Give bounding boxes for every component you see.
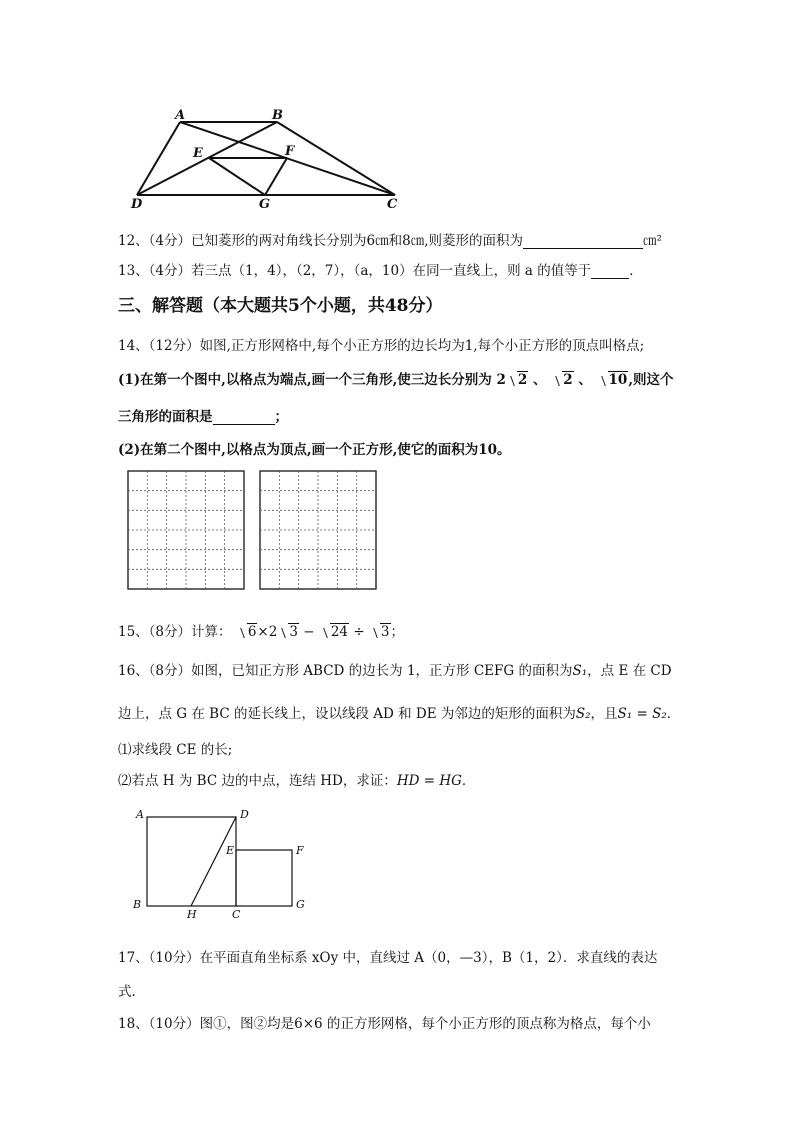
q13-suffix: ． (629, 263, 643, 279)
q14-part1-suffix: ,则这个 (628, 372, 674, 388)
q14-part2: (2)在第二个图中,以格点为顶点,画一个正方形,使它的面积为10。 (118, 442, 511, 458)
label-A: A (136, 808, 144, 821)
grid-figure-1 (127, 470, 245, 590)
trapezoid-figure (125, 105, 415, 217)
q12-unit: ㎝² (643, 233, 662, 249)
label-B: B (272, 108, 283, 123)
square-figure (128, 805, 318, 925)
q14-line-end: ； (274, 409, 288, 425)
label-G: G (259, 197, 271, 212)
s1-symbol: S₁ (572, 663, 588, 679)
label-F: F (285, 144, 295, 159)
label-C: C (387, 197, 398, 212)
q17-line1: 17、（10分）在平面直角坐标系 xOy 中，直线过 A（0，—3），B（1，2）．求直线的表达 (118, 950, 658, 966)
divide-sign: ÷ (353, 624, 365, 640)
q16-part1: ⑴求线段 CE 的长; (118, 742, 233, 758)
q14-radical-coef: 2 (496, 372, 506, 388)
label-B: B (133, 898, 142, 911)
minus-sign: − (303, 624, 315, 640)
label-G: G (296, 898, 305, 911)
section-3-heading: 三、解答题（本大题共5个小题，共48分） (118, 296, 443, 316)
q15-end: ； (390, 624, 405, 640)
label-D: D (131, 197, 143, 212)
s-equation: S₁ = S₂ (617, 706, 667, 722)
q14-area-blank[interactable] (213, 410, 275, 425)
q15-label: 15、（8分）计算： (118, 624, 232, 640)
q16-line2-end: ． (666, 706, 681, 722)
q12-text: 12、（4分）已知菱形的两对角线长分别为6㎝和8㎝,则菱形的面积为 (118, 233, 523, 249)
sqrt-6-expr: 6 (238, 624, 258, 640)
question-15 (118, 620, 404, 640)
q16-line2 (118, 702, 680, 722)
label-E: E (193, 146, 203, 161)
s2-symbol: S₂ (575, 706, 591, 722)
q14-part1-text: (1)在第一个图中,以格点为端点,画一个三角形,使三边长分别为 (118, 372, 492, 388)
q13-text: 13、（4分）若三点（1，4），（2，7），（a，10）在同一直线上，则 a 的值等于 (118, 263, 592, 279)
question-13 (118, 259, 643, 279)
q16-line2-text: 边上，点 G 在 BC 的延长线上，设以线段 AD 和 DE 为邻边的矩形的面积为 (118, 706, 576, 722)
hd-hg-equation: HD = HG (396, 773, 462, 789)
label-H: H (187, 908, 197, 921)
q14-part1 (118, 368, 674, 388)
separator: 、 (578, 372, 592, 388)
q16-part2 (118, 769, 475, 789)
grid-figure-2 (259, 470, 377, 590)
q16-part2-text: ⑵若点 H 为 BC 边的中点，连结 HD，求证： (118, 773, 397, 789)
q16-text-end: ，点 E 在 CD (587, 663, 672, 679)
sqrt-3-expr: 3 (371, 624, 391, 640)
q12-answer-blank[interactable] (523, 234, 643, 249)
separator: 、 (533, 372, 547, 388)
sqrt-2-expr: 2 (508, 372, 528, 388)
q18-line1: 18、（10分）图①，图②均是6×6 的正方形网格，每个小正方形的顶点称为格点，每个小 (118, 1016, 651, 1032)
q16-text: 16、（8分）如图，已知正方形 ABCD 的边长为 1，正方形 CEFG 的面积为 (118, 663, 573, 679)
label-D: D (240, 808, 249, 821)
times-sign: ×2 (257, 624, 278, 640)
label-F: F (296, 844, 304, 857)
q17-line2: 式. (118, 984, 136, 1000)
label-C: C (232, 908, 241, 921)
sqrt-2-expr: 2 (553, 372, 573, 388)
label-E: E (226, 844, 235, 857)
q14-intro: 14、（12分）如图,正方形网格中,每个小正方形的边长均为1,每个小正方形的顶点叫格点; (118, 338, 645, 354)
q14-part1-line2 (118, 405, 288, 425)
q16-line1 (118, 659, 672, 679)
sqrt-24-expr: 24 (321, 624, 349, 640)
q14-area-label: 三角形的面积是 (118, 409, 213, 425)
q13-answer-blank[interactable] (591, 264, 629, 279)
question-12 (118, 229, 662, 249)
sqrt-3-expr: 3 (279, 624, 299, 640)
sqrt-10-expr: 10 (599, 372, 629, 388)
q16-line2-mid: ，且 (590, 706, 618, 722)
label-A: A (175, 108, 186, 123)
q16-part2-end: ． (461, 773, 476, 789)
